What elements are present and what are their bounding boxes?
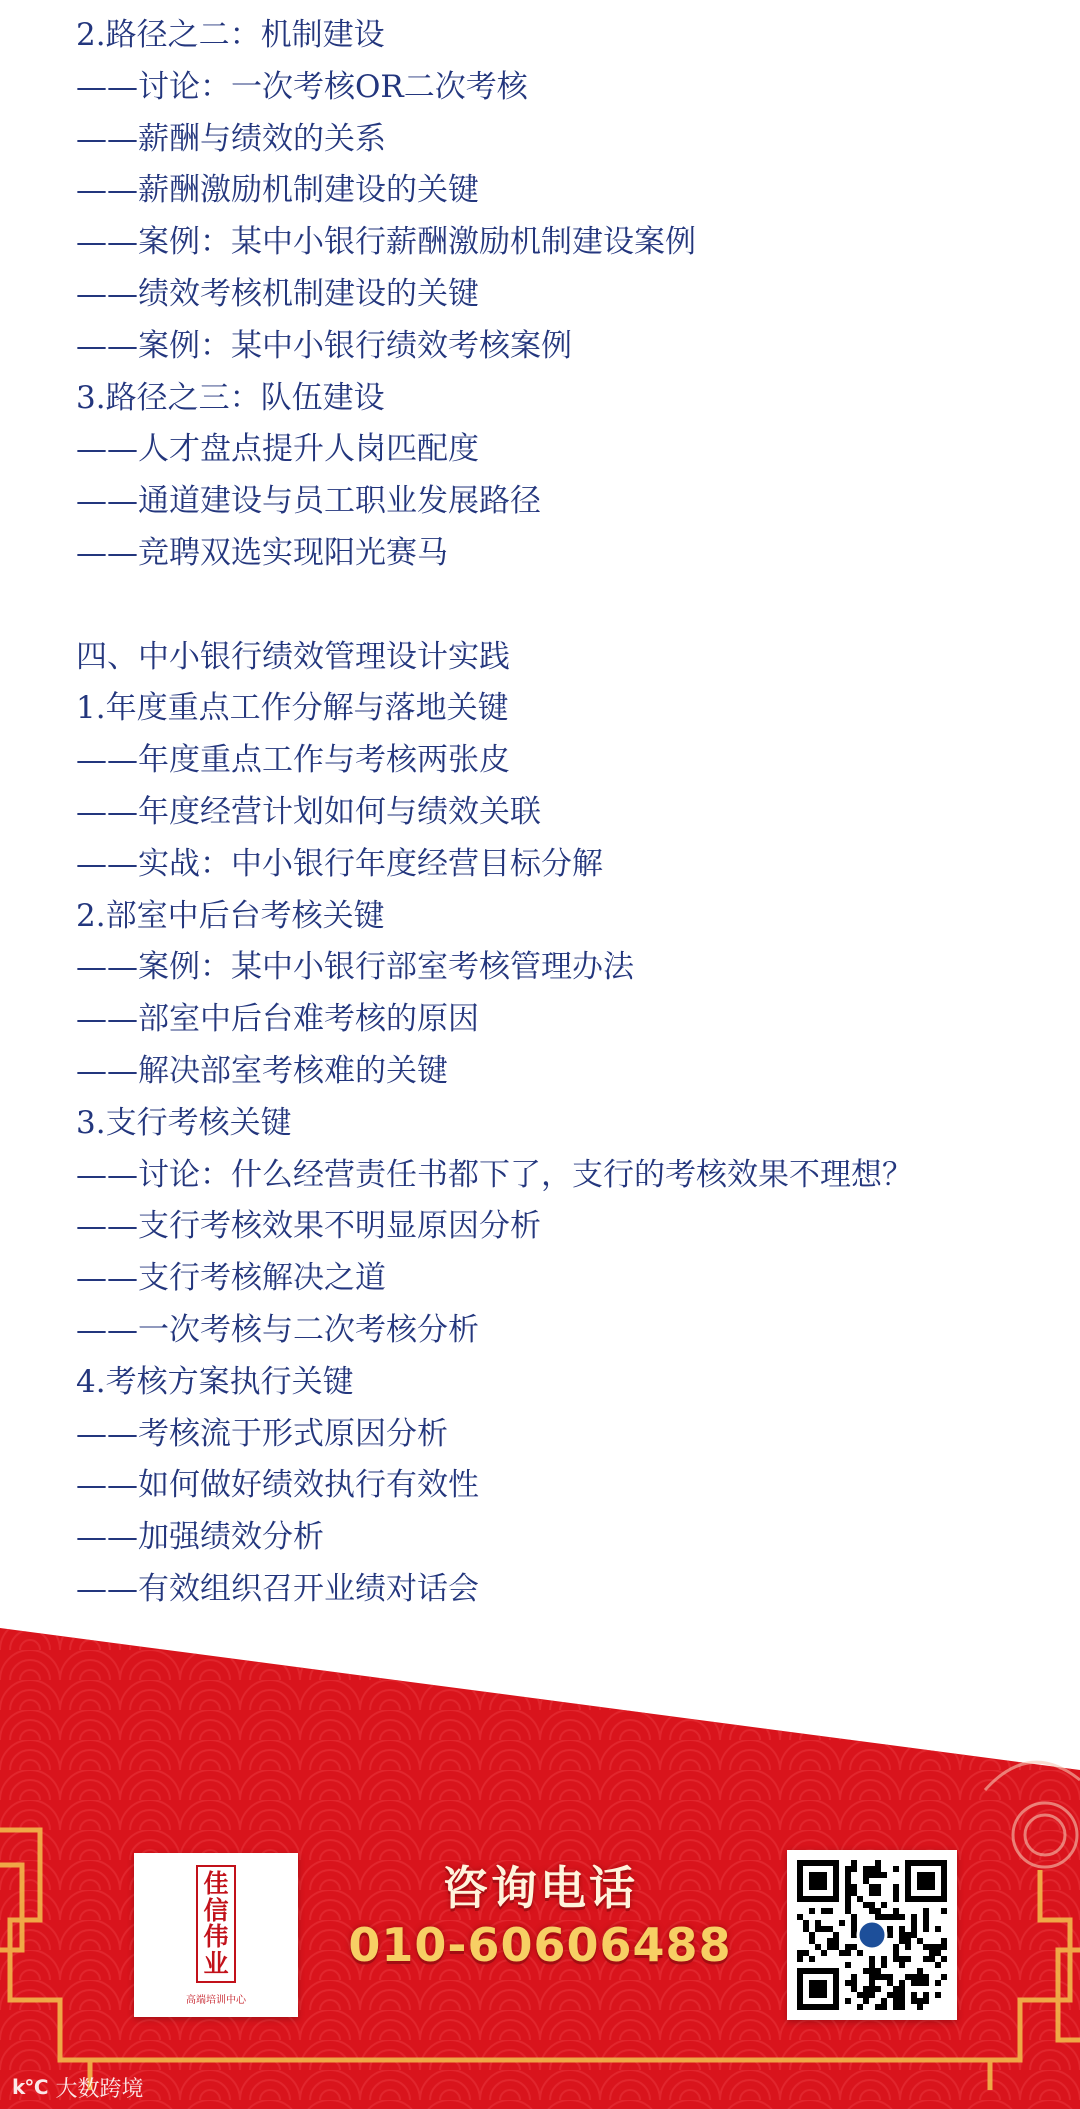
outline-subitem: ——讨论：什么经营责任书都下了，支行的考核效果不理想？ bbox=[76, 1156, 913, 1193]
outline-subitem: ——有效组织召开业绩对话会 bbox=[76, 1570, 479, 1607]
company-logo bbox=[134, 1853, 298, 2017]
qr-code bbox=[787, 1850, 957, 2020]
contact-banner bbox=[0, 1620, 1080, 2109]
outline-subitem: ——支行考核效果不明显原因分析 bbox=[76, 1208, 541, 1245]
outline-subitem: ——人才盘点提升人岗匹配度 bbox=[76, 431, 479, 468]
outline-subitem: ——案例：某中小银行部室考核管理办法 bbox=[76, 949, 634, 986]
seal-char: 佳 bbox=[203, 1869, 229, 1899]
phone-number[interactable]: 010-60606488 bbox=[348, 1918, 732, 1972]
outline-subitem: ——加强绩效分析 bbox=[76, 1519, 324, 1556]
outline-subitem: ——通道建设与员工职业发展路径 bbox=[76, 483, 541, 520]
contact-title: 咨询电话 bbox=[442, 1861, 638, 1915]
outline-subitem: ——讨论：一次考核OR二次考核 bbox=[76, 68, 528, 105]
qr-code-icon bbox=[797, 1860, 947, 2010]
outline-subitem: ——支行考核解决之道 bbox=[76, 1260, 386, 1297]
outline-subitem: ——年度经营计划如何与绩效关联 bbox=[76, 793, 541, 830]
outline-subitem: ——年度重点工作与考核两张皮 bbox=[76, 742, 510, 779]
outline-subitem: ——如何做好绩效执行有效性 bbox=[76, 1467, 479, 1504]
outline-subitem: ——一次考核与二次考核分析 bbox=[76, 1311, 479, 1348]
outline-subitem: ——案例：某中小银行薪酬激励机制建设案例 bbox=[76, 224, 696, 261]
outline-subitem: ——部室中后台难考核的原因 bbox=[76, 1001, 479, 1038]
outline-heading: 1.年度重点工作分解与落地关键 bbox=[76, 690, 509, 727]
outline-heading: 4.考核方案执行关键 bbox=[76, 1363, 354, 1400]
outline-subitem: ——解决部室考核难的关键 bbox=[76, 1052, 448, 1089]
logo-subtitle: 高端培训中心 bbox=[186, 1995, 246, 2006]
k100-logo-icon: k℃ bbox=[12, 2075, 48, 2099]
outline-subitem: ——案例：某中小银行绩效考核案例 bbox=[76, 327, 572, 364]
outline-heading: 2.部室中后台考核关键 bbox=[76, 897, 385, 934]
outline-heading: 2.路径之二：机制建设 bbox=[76, 17, 385, 53]
outline-heading: 3.路径之三：队伍建设 bbox=[76, 379, 385, 416]
outline-subitem: ——竞聘双选实现阳光赛马 bbox=[76, 534, 448, 571]
watermark bbox=[12, 2072, 144, 2102]
blank-line bbox=[76, 580, 1076, 632]
seal-char: 伟 bbox=[203, 1922, 229, 1952]
outline-subitem: ——考核流于形式原因分析 bbox=[76, 1415, 448, 1452]
seal-char: 业 bbox=[203, 1948, 229, 1978]
outline-subitem: ——薪酬与绩效的关系 bbox=[76, 120, 386, 157]
logo-seal bbox=[196, 1865, 236, 1983]
outline-heading: 四、中小银行绩效管理设计实践 bbox=[76, 638, 510, 675]
outline-subitem: ——实战：中小银行年度经营目标分解 bbox=[76, 845, 603, 882]
outline-heading: 3.支行考核关键 bbox=[76, 1104, 292, 1141]
course-outline bbox=[76, 10, 1076, 1616]
outline-subitem: ——绩效考核机制建设的关键 bbox=[76, 275, 479, 312]
seal-char: 信 bbox=[203, 1895, 229, 1925]
watermark-text: 大数跨境 bbox=[55, 2076, 144, 2102]
outline-subitem: ——薪酬激励机制建设的关键 bbox=[76, 172, 479, 209]
